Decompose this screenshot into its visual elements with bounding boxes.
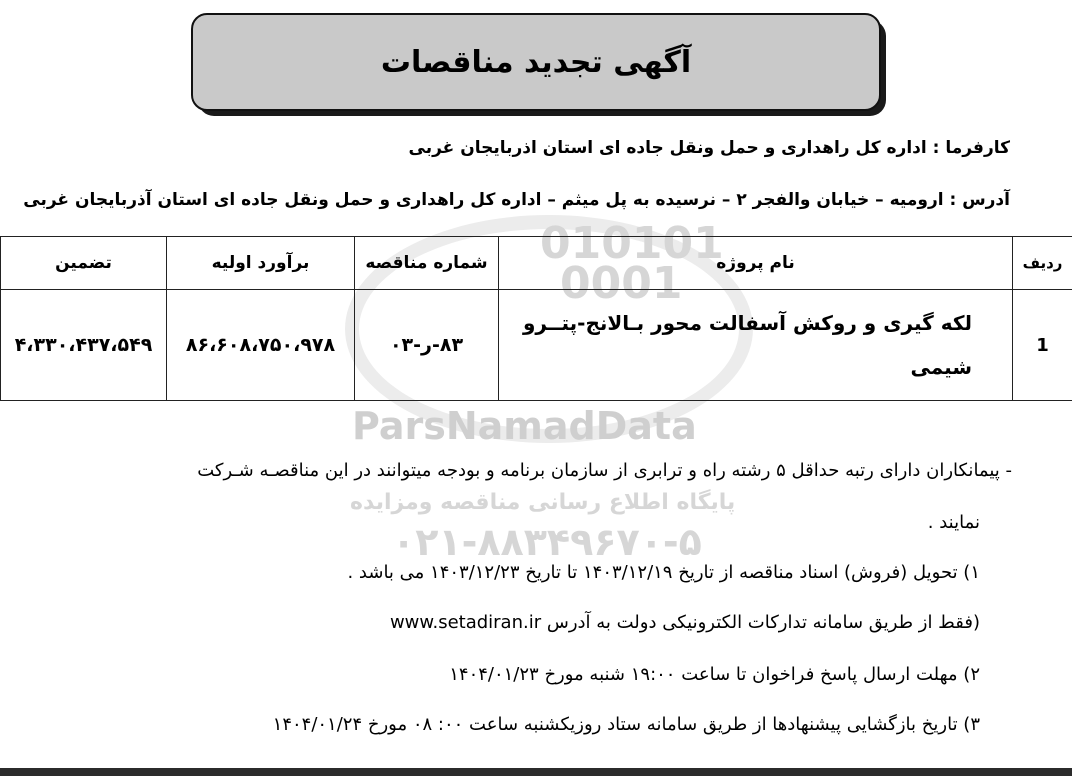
note-item-1-sub: (فقط از طریق سامانه تدارکات الکترونیکی دولت به آدرس www.setadiran.ir <box>389 612 980 633</box>
cell-guarantee: ۴،۳۳۰،۴۳۷،۵۴۹ <box>1 290 167 401</box>
header-project-name: نام پروژه <box>499 237 1013 290</box>
cell-project-name <box>499 290 1013 401</box>
title-box <box>191 13 881 111</box>
header-guarantee: تضمین <box>1 237 167 290</box>
watermark-digits-1: 010101 <box>540 218 724 269</box>
contractors-note-line2: نمایند . <box>927 512 980 533</box>
cell-radif: 1 <box>1013 290 1072 401</box>
bottom-border <box>0 768 1072 776</box>
header-radif: ردیف <box>1013 237 1072 290</box>
table-row <box>1 290 1072 401</box>
watermark-brand: ParsNamadData <box>352 404 697 448</box>
tender-table <box>0 236 1072 401</box>
project-name-line1: لکه گیری و روکش آسفالت محور بـالانج-پتــرو <box>522 311 972 335</box>
header-initial-estimate: برآورد اولیه <box>167 237 355 290</box>
page-title: آگهی تجدید مناقصات <box>380 44 692 80</box>
employer-line: کارفرما : اداره کل راهداری و حمل ونقل جاده ای استان اذربایجان غربی <box>408 138 1010 158</box>
table-header-row <box>1 237 1072 290</box>
watermark-tagline: پایگاه اطلاع رسانی مناقصه ومزایده <box>350 490 736 515</box>
watermark-digits-2: 0001 <box>560 258 683 309</box>
contractors-note-line1: - پیمانکاران دارای رتبه حداقل ۵ رشته راه و ترابری از سازمان برنامه و بودجه میتوانند در این مناقصـه شـرکت <box>197 460 1012 481</box>
watermark-phone: ۰۲۱-۸۸۳۴۹۶۷۰-۵ <box>392 520 702 564</box>
project-name-line2: شیمی <box>910 355 972 379</box>
header-tender-number: شماره مناقصه <box>355 237 499 290</box>
note-item-3: ۳) تاریخ بازگشایی پیشنهادها از طریق سامانه ستاد روزیکشنبه ساعت ۰۰: ۰۸ مورخ ۱۴۰۴/۰۱/۲۴ <box>272 714 980 735</box>
cell-tender-number: ۸۳-ر-۰۳ <box>355 290 499 401</box>
cell-initial-estimate: ۸۶،۶۰۸،۷۵۰،۹۷۸ <box>167 290 355 401</box>
note-item-1: ۱) تحویل (فروش) اسناد مناقصه از تاریخ ۱۴۰۳/۱۲/۱۹ تا تاریخ ۱۴۰۳/۱۲/۲۳ می باشد . <box>347 562 980 583</box>
address-line: آدرس : ارومیه – خیابان والفجر ۲ – نرسیده به پل میثم – اداره کل راهداری و حمل ونقل جاده ای استان آذربایجان غربی <box>23 190 1010 210</box>
note-item-2: ۲) مهلت ارسال پاسخ فراخوان تا ساعت ۱۹:۰۰ شنبه مورخ ۱۴۰۴/۰۱/۲۳ <box>449 664 980 685</box>
